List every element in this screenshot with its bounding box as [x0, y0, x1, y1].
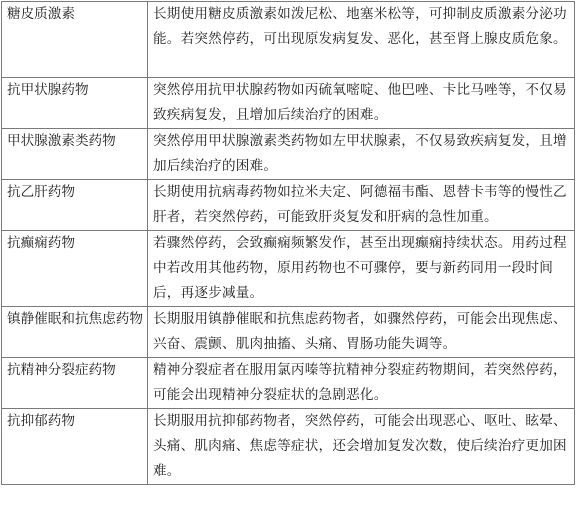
drug-category: 甲状腺激素类药物 — [2, 129, 148, 180]
drug-description: 长期使用糖皮质激素如泼尼松、地塞米松等，可抑制皮质激素分泌功能。若突然停药，可出现原发病复发、恶化，甚至肾上腺皮质危象。 — [148, 2, 575, 78]
drug-description: 突然停用甲状腺激素类药物如左甲状腺素，不仅易致疾病复发，且增加后续治疗的困难。 — [148, 129, 575, 180]
drug-category: 抗抑郁药物 — [2, 409, 148, 485]
table-row — [2, 2, 575, 78]
table-row — [2, 307, 575, 358]
drug-description: 长期服用抗抑郁药物者，突然停药，可能会出现恶心、呕吐、眩晕、头痛、肌肉痛、焦虑等症状，还会增加复发次数，使后续治疗更加困难。 — [148, 409, 575, 485]
table-row — [2, 409, 575, 485]
drug-withdrawal-table — [1, 1, 575, 485]
table-row — [2, 231, 575, 307]
table-row — [2, 78, 575, 129]
drug-description: 若骤然停药，会致癫痫频繁发作，甚至出现癫痫持续状态。用药过程中若改用其他药物，原用药物也不可骤停，要与新药同用一段时间后，再逐步减量。 — [148, 231, 575, 307]
table-row — [2, 129, 575, 180]
drug-category: 抗乙肝药物 — [2, 180, 148, 231]
drug-description: 长期使用抗病毒药物如拉米夫定、阿德福韦酯、恩替卡韦等的慢性乙肝者，若突然停药，可能致肝炎复发和肝病的急性加重。 — [148, 180, 575, 231]
drug-description: 精神分裂症者在服用氯丙嗪等抗精神分裂症药物期间，若突然停药，可能会出现精神分裂症状的急剧恶化。 — [148, 358, 575, 409]
drug-description: 突然停用抗甲状腺药物如丙硫氧嘧啶、他巴唑、卡比马唑等，不仅易致疾病复发，且增加后续治疗的困难。 — [148, 78, 575, 129]
drug-description: 长期服用镇静催眠和抗焦虑药物者，如骤然停药，可能会出现焦虑、兴奋、震颤、肌肉抽搐、头痛、胃肠功能失调等。 — [148, 307, 575, 358]
table-row — [2, 358, 575, 409]
drug-category: 糖皮质激素 — [2, 2, 148, 78]
drug-category: 抗癫痫药物 — [2, 231, 148, 307]
drug-category: 抗甲状腺药物 — [2, 78, 148, 129]
drug-category: 抗精神分裂症药物 — [2, 358, 148, 409]
table-row — [2, 180, 575, 231]
drug-category: 镇静催眠和抗焦虑药物 — [2, 307, 148, 358]
